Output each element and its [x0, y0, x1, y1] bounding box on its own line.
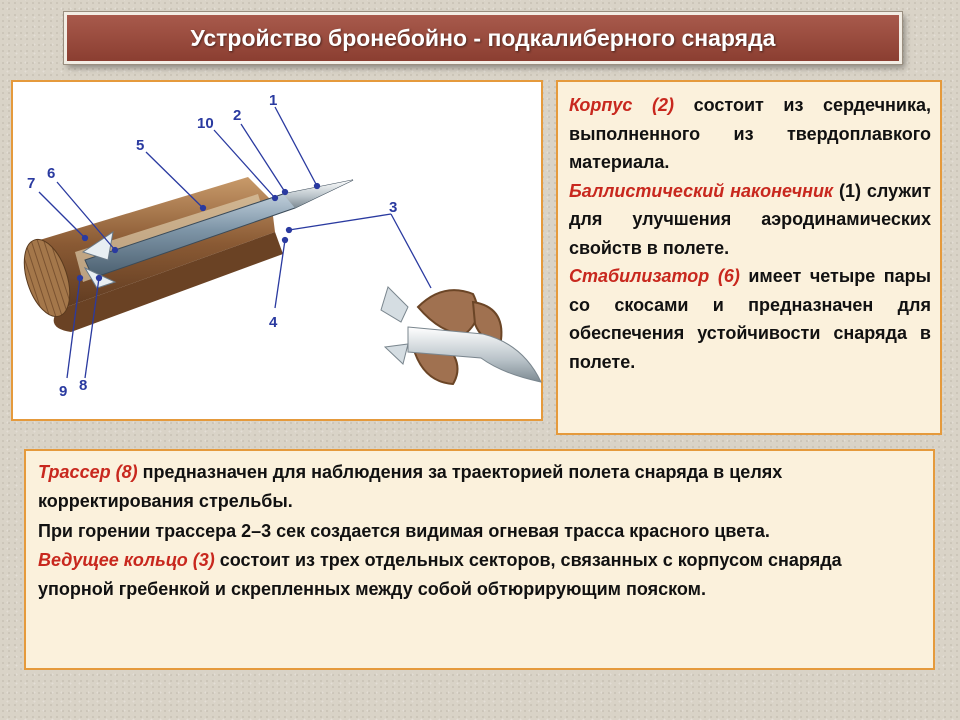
- paragraph-ballistic-tip: [569, 177, 931, 263]
- callout-6: 6: [47, 165, 56, 182]
- notes-panel: [24, 449, 935, 670]
- paragraph-tracer: [38, 458, 921, 517]
- callout-2: 2: [233, 107, 242, 124]
- term-tracer: Трассер: [38, 462, 111, 482]
- shell-diagram: [13, 82, 545, 423]
- text-ring: состоит из трех отдельных секторов, связанных с корпусом снаряда упорной гребенкой и скрепленных между собой обтюрирующим пояском.: [38, 549, 842, 600]
- num-stabilizer: (6): [717, 266, 740, 286]
- callout-1: 1: [269, 92, 278, 109]
- title-bar: [64, 12, 902, 64]
- slide-title: Устройство бронебойно - подкалиберного снаряда: [190, 24, 776, 51]
- paragraph-burn: При горении трассера 2–3 сек создается видимая огневая трасса красного цвета.: [38, 520, 770, 541]
- callout-10: 10: [197, 115, 214, 132]
- callout-9: 9: [59, 383, 68, 400]
- term-ballistic-tip: Баллистический наконечник: [569, 180, 834, 201]
- paragraph-ring: [38, 546, 921, 605]
- diagram-panel: [11, 80, 543, 421]
- num-body: (2): [652, 95, 674, 115]
- term-stabilizer: Стабилизатор: [569, 266, 710, 286]
- description-panel: [556, 80, 942, 435]
- callout-3: 3: [389, 199, 398, 216]
- text-ballistic-tip: служит для улучшения аэродинамических свойств в полете.: [569, 180, 931, 258]
- callout-5: 5: [136, 137, 145, 154]
- text-body: состоит из сердечника, выполненного из твердоплавкого материала.: [569, 95, 931, 172]
- callout-8: 8: [79, 377, 88, 394]
- text-stabilizer: имеет четыре пары со скосами и предназначен для обеспечения устойчивости снаряда в полете.: [569, 266, 931, 372]
- paragraph-stabilizer: [569, 262, 931, 376]
- term-body: Корпус: [569, 95, 633, 115]
- text-tracer: предназначен для наблюдения за траекторией полета снаряда в целях корректирования стрельбы.: [38, 462, 783, 512]
- term-ring: Ведущее кольцо: [38, 549, 188, 570]
- callout-4: 4: [269, 314, 278, 331]
- num-ring: (3): [192, 549, 215, 570]
- num-ballistic-tip: (1): [838, 180, 861, 201]
- callout-7: 7: [27, 175, 36, 192]
- separated-shell: [381, 287, 541, 384]
- num-tracer: (8): [115, 462, 138, 482]
- paragraph-body: [569, 91, 931, 177]
